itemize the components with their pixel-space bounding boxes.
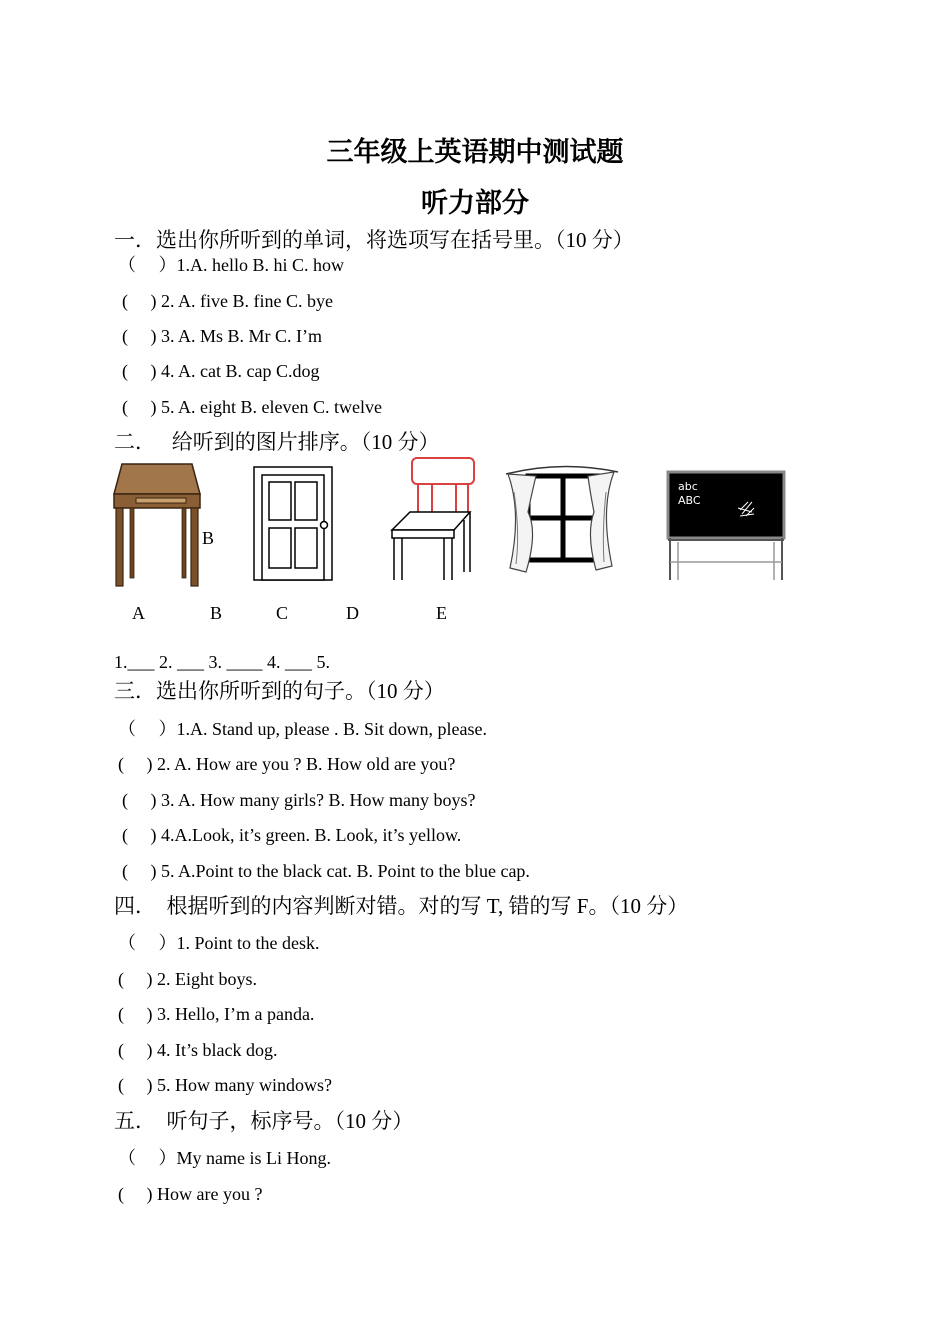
section-4-item-3: ( ) 3. Hello, I’m a panda.: [118, 1004, 315, 1024]
section-1-item-5: ( ) 5. A. eight B. eleven C. twelve: [122, 397, 382, 417]
page-title: 三年级上英语期中测试题: [326, 137, 624, 168]
section-1-item-2: ( ) 2. A. five B. fine C. bye: [122, 291, 333, 311]
section-5-heading: 五． 听句子，标序号。（10 分）: [114, 1109, 414, 1133]
section-3-item-4: ( ) 4.A.Look, it’s green. B. Look, it’s yellow.: [122, 825, 462, 845]
section-1-item-3: ( ) 3. A. Ms B. Mr C. I’m: [122, 326, 323, 346]
stray-label: B: [202, 528, 215, 548]
section-1-item-1: （ ）1.A. hello B. hi C. how: [118, 255, 345, 275]
section-3-item-1: （ ）1.A. Stand up, please . B. Sit down, please.: [118, 719, 487, 739]
blackboard-line-2: ABC: [678, 494, 701, 507]
image-label-a: A: [132, 603, 145, 623]
section-4-heading: 四． 根据听到的内容判断对错。对的写 T, 错的写 F。（10 分）: [114, 894, 689, 918]
section-3-item-3: ( ) 3. A. How many girls? B. How many boys?: [122, 790, 476, 810]
section-5-item-1: （ ）My name is Li Hong.: [118, 1148, 331, 1168]
image-label-b: B: [210, 603, 223, 623]
ordering-answer-line: 1.___ 2. ___ 3. ____ 4. ___ 5.: [114, 652, 330, 672]
desk-image: [112, 462, 202, 586]
section-4-item-5: ( ) 5. How many windows?: [118, 1075, 332, 1095]
section-3-item-5: ( ) 5. A.Point to the black cat. B. Point to the blue cap.: [122, 861, 530, 881]
section-5-item-2: ( ) How are you ?: [118, 1184, 263, 1204]
section-1-heading: 一．选出你所听到的单词，将选项写在括号里。（10 分）: [114, 228, 634, 252]
section-4-item-1: （ ）1. Point to the desk.: [118, 933, 320, 953]
blackboard-line-1: abc: [678, 480, 698, 493]
chair-image: [390, 456, 476, 580]
page-subtitle: 听力部分: [421, 188, 529, 219]
section-3-heading: 三．选出你所听到的句子。（10 分）: [114, 679, 445, 703]
section-1-item-4: ( ) 4. A. cat B. cap C.dog: [122, 361, 320, 381]
door-image: [253, 466, 333, 580]
blackboard-image: [666, 470, 788, 580]
section-2-heading: 二． 给听到的图片排序。（10 分）: [114, 430, 440, 454]
image-label-e: E: [436, 603, 447, 623]
window-image: [502, 452, 620, 580]
section-4-item-4: ( ) 4. It’s black dog.: [118, 1040, 278, 1060]
image-label-d: D: [346, 603, 359, 623]
section-4-item-2: ( ) 2. Eight boys.: [118, 969, 257, 989]
image-label-c: C: [276, 603, 289, 623]
section-3-item-2: ( ) 2. A. How are you ? B. How old are you?: [118, 754, 456, 774]
